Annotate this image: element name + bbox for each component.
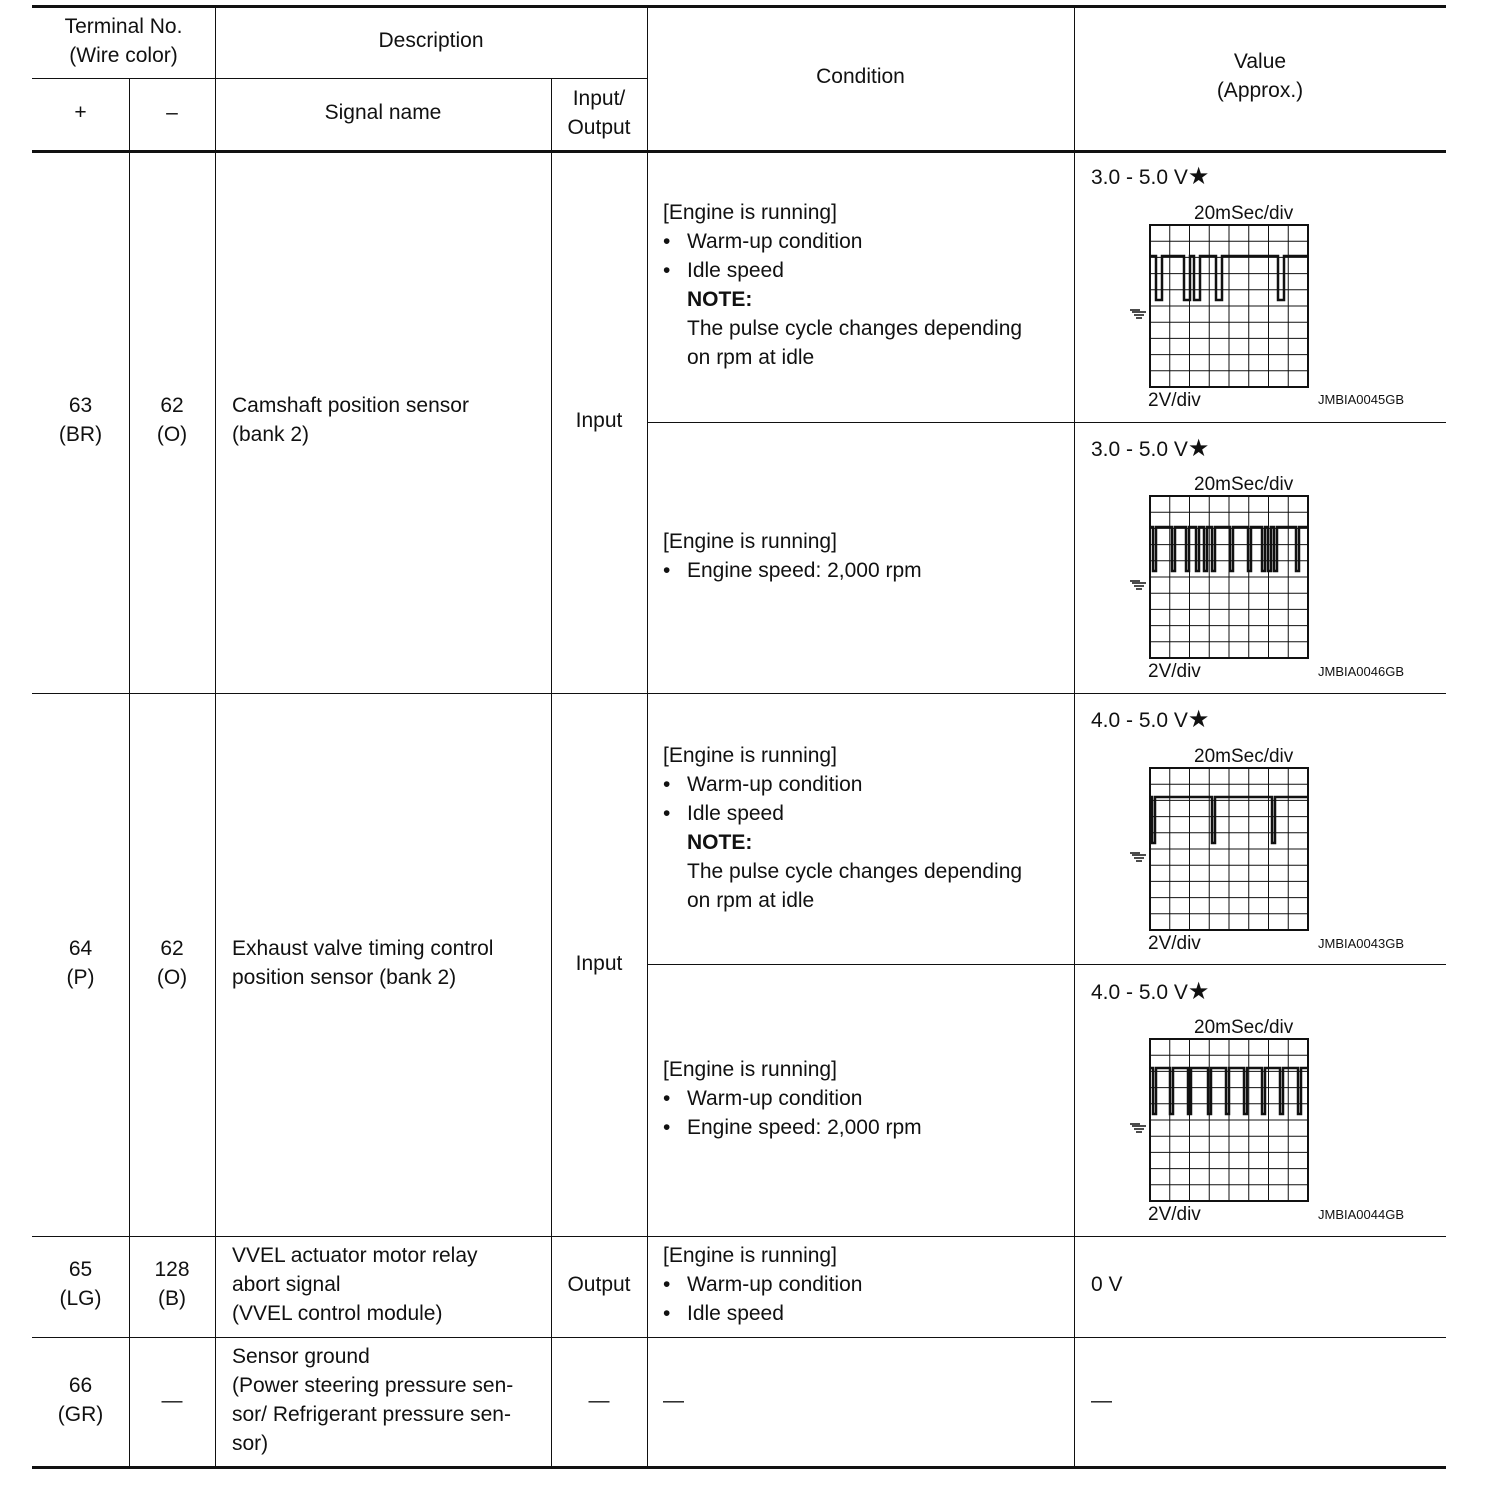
grid xyxy=(1150,768,1308,930)
row-64b-cond-head: [Engine is running] xyxy=(663,1058,837,1081)
row-63a-waveform xyxy=(1128,224,1312,390)
row-66-signal: Sensor ground (Power steering pressure sen- sor/ Refrigerant pressure sen- sor) xyxy=(232,1345,514,1455)
row-63-sub-divider xyxy=(647,422,1446,423)
row-64a-time-div: 20mSec/div xyxy=(1194,746,1294,767)
star-icon: ★ xyxy=(1187,163,1210,190)
row-64-io: Input xyxy=(575,952,623,975)
row-63b-code: JMBIA0046GB xyxy=(1318,664,1404,679)
row-64b-value: 4.0 - 5.0 V★ xyxy=(1091,978,1210,1005)
row-63a-code: JMBIA0045GB xyxy=(1318,392,1404,407)
row-64-signal: Exhaust valve timing control position sensor (bank 2) xyxy=(232,937,494,989)
row-64b-code: JMBIA0044GB xyxy=(1318,1207,1404,1222)
row-66-io: — xyxy=(588,1389,610,1412)
col-line-2 xyxy=(215,5,216,1468)
header-condition: Condition xyxy=(816,65,905,88)
row-63b-volt-div: 2V/div xyxy=(1148,661,1201,682)
row-divider-63-64 xyxy=(32,693,1446,694)
row-64a-code: JMBIA0043GB xyxy=(1318,936,1404,951)
grid xyxy=(1150,225,1308,387)
row-64a-cond-head: [Engine is running] xyxy=(663,744,837,767)
row-64a-note-text: The pulse cycle changes depending on rpm at idle xyxy=(687,860,1023,912)
row-63a-note-text: The pulse cycle changes depending on rpm at idle xyxy=(687,317,1023,369)
row-63b-waveform xyxy=(1128,495,1312,661)
row-63-signal: Camshaft position sensor (bank 2) xyxy=(232,394,469,446)
row-63a-volt-div: 2V/div xyxy=(1148,390,1201,411)
row-63b-value: 3.0 - 5.0 V★ xyxy=(1091,435,1210,462)
row-64a-waveform xyxy=(1128,767,1312,933)
row-64-sub-divider xyxy=(647,964,1446,965)
col-line-3 xyxy=(551,78,552,1468)
row-divider-65-66 xyxy=(32,1337,1446,1338)
row-63a-value: 3.0 - 5.0 V★ xyxy=(1091,163,1210,190)
row-64-minus: 62 (O) xyxy=(156,937,188,989)
row-65-signal: VVEL actuator motor relay abort signal (VVEL control module) xyxy=(232,1244,478,1325)
row-65-io: Output xyxy=(567,1273,631,1296)
ground-symbol-icon xyxy=(1130,1124,1146,1132)
row-64b-waveform xyxy=(1128,1038,1312,1204)
header-plus: + xyxy=(74,101,87,124)
row-63a-cond-head: [Engine is running] xyxy=(663,201,837,224)
header-terminal: Terminal No. (Wire color) xyxy=(64,15,183,67)
row-64a-note-label: NOTE: xyxy=(687,831,753,854)
star-icon: ★ xyxy=(1187,435,1210,462)
row-64-plus: 64 (P) xyxy=(66,937,95,989)
row-63b-cond-head: [Engine is running] xyxy=(663,530,837,553)
row-64b-time-div: 20mSec/div xyxy=(1194,1017,1294,1038)
header-signal-name: Signal name xyxy=(324,101,442,124)
row-65-cond-head: [Engine is running] xyxy=(663,1244,837,1267)
row-63b-time-div: 20mSec/div xyxy=(1194,474,1294,495)
header-io: Input/ Output xyxy=(567,87,631,139)
row-66-condition: — xyxy=(663,1389,684,1412)
col-line-4 xyxy=(647,5,648,1468)
row-65-value: 0 V xyxy=(1091,1273,1123,1296)
row-66-plus: 66 (GR) xyxy=(57,1374,104,1426)
row-63-plus: 63 (BR) xyxy=(58,394,103,446)
row-64a-volt-div: 2V/div xyxy=(1148,933,1201,954)
ground-symbol-icon xyxy=(1130,581,1146,589)
row-divider-64-65 xyxy=(32,1236,1446,1237)
row-63-minus: 62 (O) xyxy=(156,394,188,446)
row-64b-volt-div: 2V/div xyxy=(1148,1204,1201,1225)
table-top-rule xyxy=(32,5,1446,8)
ground-symbol-icon xyxy=(1130,853,1146,861)
ground-symbol-icon xyxy=(1130,310,1146,318)
header-bottom-rule xyxy=(32,150,1446,153)
header-value: Value (Approx.) xyxy=(1216,50,1304,102)
grid xyxy=(1150,496,1308,658)
row-65-minus: 128 (B) xyxy=(154,1258,190,1310)
table-bottom-rule xyxy=(32,1466,1446,1469)
row-63a-time-div: 20mSec/div xyxy=(1194,203,1294,224)
col-line-5 xyxy=(1074,5,1075,1468)
row-66-value: — xyxy=(1091,1389,1112,1412)
terminal-table: Terminal No. (Wire color) Description + – Signal name Input/ Output Condition Value (Approx.) 63 (BR) 62 (O) Camshaft position sensor (bank 2) Input [Engine is running] • Warm-up condition • Idle speed NOTE: The pulse cycle changes depending on rpm at idle [Engine is running] • Engine speed: 2,000 rpm 64 (P) 62 (O) Exhaust valve timing control position sensor (bank 2) Input [Engine is running] • Warm-up condition • Idle speed NOTE: The pulse cycle changes depending on rpm at idle [Engine is running] • Warm-up condition • Engine speed: 2,000 rpm 65 (LG) 128 (B) VVEL actuator motor relay abort signal (VVEL control module) Output [Engine is running] • Warm-up condition • Idle speed 0 V 66 (GR) — Sensor ground (Power steering pressure sen- sor/ Refrigerant pressure sen- sor) — — — 3.0 - 5.0 V★ 20mSec/div 2V/div JMBIA0045GB 3.0 - 5.0 V★ 20mSec/div 2V/div JMBIA0046GB 4.0 - 5.0 V★ 20mSec/div 2V/div JMBIA0043GB 4.0 - 5.0 V★ 20mSec/div 2V/div JMBIA0044GB xyxy=(0,0,1504,1492)
row-64a-value: 4.0 - 5.0 V★ xyxy=(1091,706,1210,733)
header-minus: – xyxy=(166,101,178,124)
row-65-plus: 65 (LG) xyxy=(59,1258,102,1310)
header-divider xyxy=(32,78,647,79)
grid xyxy=(1150,1039,1308,1201)
star-icon: ★ xyxy=(1187,706,1210,733)
star-icon: ★ xyxy=(1187,978,1210,1005)
row-63a-note-label: NOTE: xyxy=(687,288,753,311)
header-description: Description xyxy=(378,29,484,52)
row-63-io: Input xyxy=(575,409,623,432)
row-66-minus: — xyxy=(161,1389,183,1412)
